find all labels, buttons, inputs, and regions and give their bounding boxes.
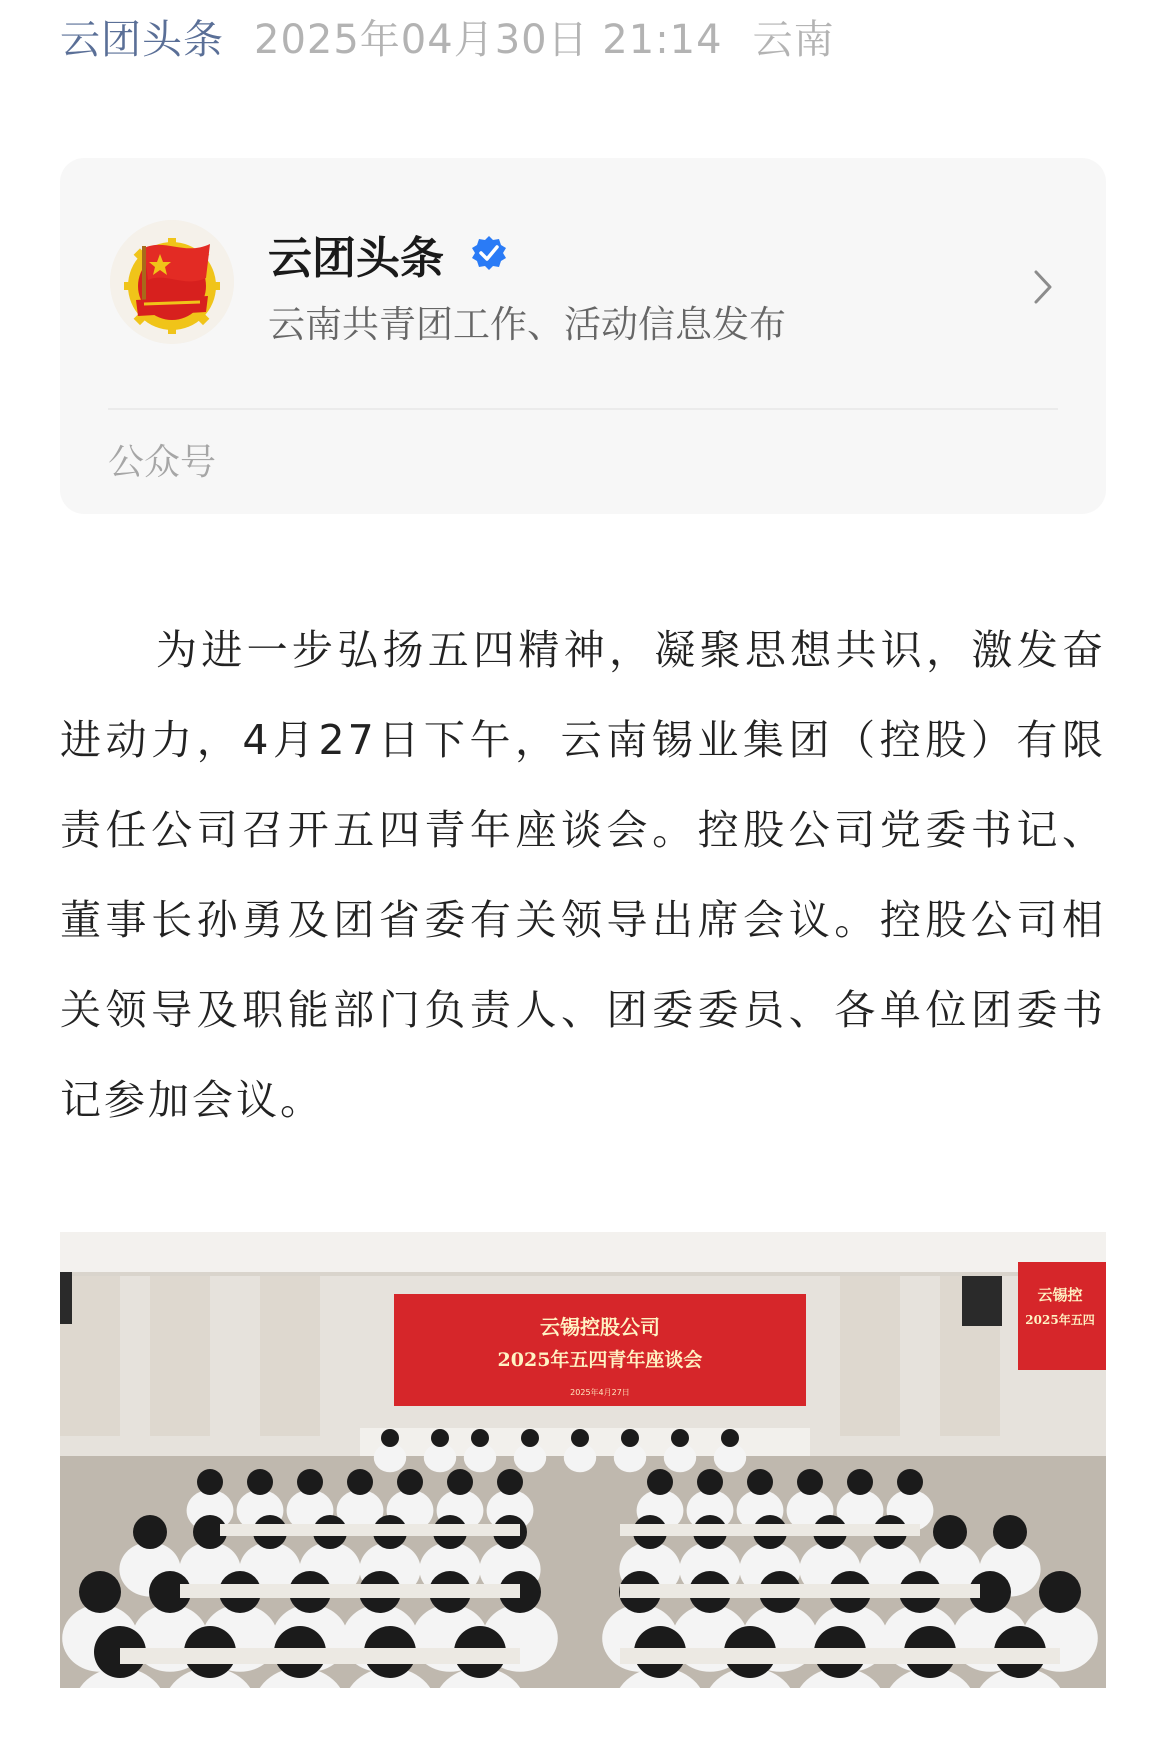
attendee-head xyxy=(431,1429,449,1447)
attendee-head xyxy=(847,1469,873,1495)
attendee-body xyxy=(374,1443,406,1472)
side-banner-line1: 云锡控 xyxy=(1037,1286,1083,1304)
attendee-head xyxy=(1039,1571,1081,1613)
article-paragraph: 为进一步弘扬五四精神，凝聚思想共识，激发奋进动力，4月27日下午，云南锡业集团（控股）有限责任公司召开五四青年座谈会。控股公司党委书记、董事长孙勇及团省委有关领导出席会议。控股公司相关领导及职能部门负责人、团委委员、各单位团委书记参加会议。 xyxy=(60,626,1106,1124)
attendee-head xyxy=(697,1469,723,1495)
publish-datetime: 2025年04月30日 21:14 xyxy=(254,17,723,63)
attendee-head xyxy=(521,1429,539,1447)
attendee-head xyxy=(647,1469,673,1495)
attendee-head xyxy=(381,1429,399,1447)
attendee-body xyxy=(514,1443,546,1472)
attendee-head xyxy=(621,1429,639,1447)
attendee-head xyxy=(993,1515,1027,1549)
communist-youth-league-emblem-icon xyxy=(110,220,234,344)
article-photo[interactable] xyxy=(60,1232,1106,1688)
attendee-head xyxy=(79,1571,121,1613)
account-description: 云南共青团工作、活动信息发布 xyxy=(268,303,786,346)
account-name[interactable]: 云团头条 xyxy=(268,233,444,284)
attendee-head xyxy=(933,1515,967,1549)
attendee-head xyxy=(497,1469,523,1495)
account-avatar[interactable] xyxy=(110,220,234,344)
verified-badge-icon xyxy=(470,234,508,272)
attendee-body xyxy=(664,1443,696,1472)
banner-line2: 2025年五四青年座谈会 xyxy=(497,1349,703,1371)
attendee-head xyxy=(447,1469,473,1495)
banner-date: 2025年4月27日 xyxy=(570,1388,630,1397)
attendee-head xyxy=(471,1429,489,1447)
banner-line1: 云锡控股公司 xyxy=(540,1315,660,1339)
publish-location: 云南 xyxy=(752,17,835,63)
card-divider xyxy=(108,408,1058,410)
attendee-body xyxy=(424,1443,456,1472)
attendee-head xyxy=(571,1429,589,1447)
attendee-body xyxy=(464,1443,496,1472)
attendee-body xyxy=(564,1443,596,1472)
attendee-head xyxy=(747,1469,773,1495)
attendee-body xyxy=(614,1443,646,1472)
attendee-head xyxy=(721,1429,739,1447)
attendee-head xyxy=(197,1469,223,1495)
attendee-head xyxy=(347,1469,373,1495)
attendee-head xyxy=(297,1469,323,1495)
meeting-photo xyxy=(60,1232,1106,1688)
attendee-head xyxy=(247,1469,273,1495)
attendee-head xyxy=(797,1469,823,1495)
attendee-head xyxy=(897,1469,923,1495)
attendee-head xyxy=(133,1515,167,1549)
account-type-label: 公众号 xyxy=(108,442,217,483)
side-banner-line2: 2025年五四 xyxy=(1025,1313,1095,1327)
attendee-head xyxy=(397,1469,423,1495)
source-link[interactable]: 云团头条 xyxy=(60,17,224,63)
chevron-right-icon[interactable] xyxy=(1030,266,1058,308)
account-card[interactable] xyxy=(60,158,1106,514)
attendee-body xyxy=(714,1443,746,1472)
article-meta xyxy=(60,8,865,65)
attendee-head xyxy=(671,1429,689,1447)
